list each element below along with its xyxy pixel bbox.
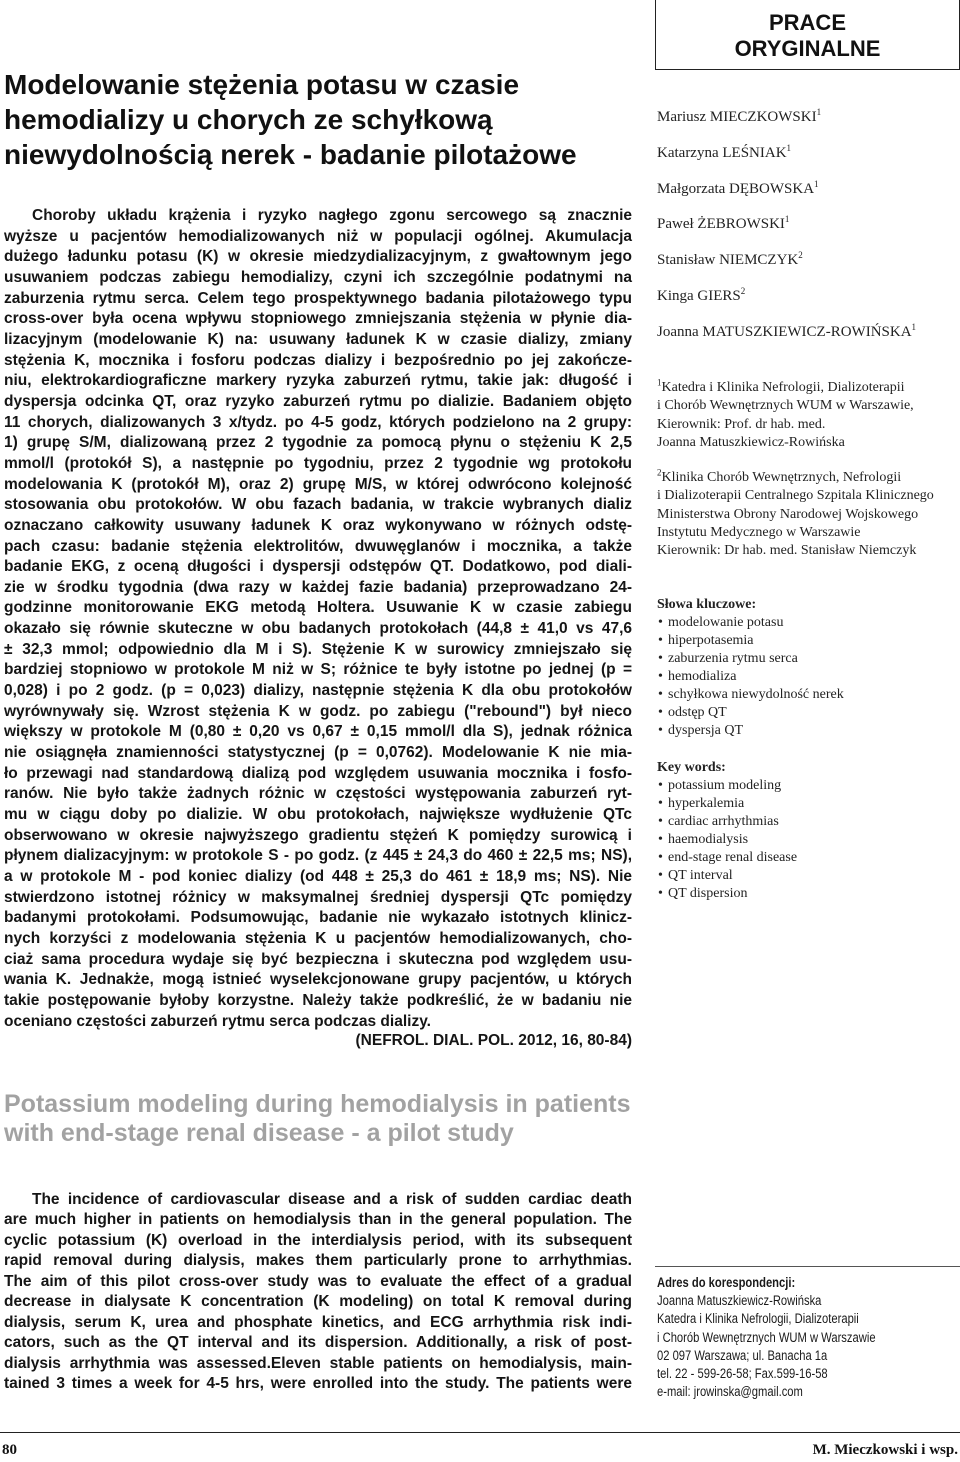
journal-citation: (NEFROL. DIAL. POL. 2012, 16, 80-84): [355, 1032, 632, 1050]
title-en-line: Potassium modeling during hemodialysis in patients: [4, 1090, 631, 1118]
article-title-en: [4, 1090, 644, 1148]
correspondence-line: Joanna Matuszkiewicz-Rowińska: [657, 1293, 822, 1309]
author-name: Mariusz MIECZKOWSKI: [657, 109, 817, 125]
abstract-en-line: rapid removal during dialysis, makes them particularly prone to arrhythmias.: [4, 1252, 632, 1270]
keyword-item: • schyłkowa niewydolność nerek: [657, 686, 957, 704]
keyword-item: • hiperpotasemia: [657, 632, 957, 650]
title-en-line: with end-stage renal disease - a pilot study: [4, 1119, 514, 1147]
keywords-en: [657, 759, 957, 903]
keyword-item: • dyspersja QT: [657, 722, 957, 740]
abstract-pl-line: stosowania obu protokołów. W obu fazach badania, w trakcie wybranych dializ: [4, 496, 632, 514]
keyword-item: • haemodialysis: [657, 831, 957, 849]
abstract-pl-line: mu w ciągu doby po dializie. W obu protokołach, największe wydłużenie QTc: [4, 806, 632, 824]
title-pl-line: niewydolnością nerek - badanie pilotażowe: [4, 139, 577, 170]
keywords-heading: Key words:: [657, 760, 726, 775]
title-pl-line: hemodializy u chorych ze schyłkową: [4, 104, 493, 135]
abstract-en-line: cyclic potassium (K) overload in the interdialysis period, with its subsequent: [4, 1231, 632, 1249]
keyword-item: • QT interval: [657, 867, 957, 885]
author: [657, 279, 957, 315]
abstract-en-line: decrease in dialysate K concentration (K modeling) on total K removal during: [4, 1293, 632, 1311]
abstract-pl-line: obserwowano w okresie najwyższego gradientu stężeń K pomiędzy surowicą i: [4, 826, 632, 844]
abstract-pl-line: ło przewagi nad standardową dializą pod względem usuwania mocznika i fosfo-: [4, 764, 632, 782]
correspondence-line: i Chorób Wewnętrznych WUM w Warszawie: [657, 1329, 876, 1345]
author-list: [657, 100, 957, 351]
footer-divider: [0, 1432, 960, 1433]
abstract-pl-line: ciaż sama procedura wydaje się być bezpieczna i skuteczna pod względem usu-: [4, 950, 632, 968]
keyword-item: • QT dispersion: [657, 885, 957, 903]
affiliation-line: [657, 524, 957, 542]
affiliation-line: [657, 434, 957, 452]
abstract-pl-line: usuwaniem podczas zabiegu hemodializy, czyni ich szczególnie podatnymi na: [4, 268, 632, 286]
correspondence-line: Katedra i Klinika Nefrologii, Dializoterapii: [657, 1311, 859, 1327]
abstract-pl-line: niu, elektrokardiograficzne markery ryzyka zaburzeń rytmu, takie jak: długość i: [4, 372, 632, 390]
author-name: Kinga GIERS: [657, 287, 741, 304]
section-label-line: ORYGINALNE: [734, 36, 881, 61]
correspondence-heading: Adres do korespondencji:: [657, 1275, 796, 1290]
abstract-pl-line: zie w środku tygodnia (dwa razy w każdej fazie badania) przeprowadzano 24-: [4, 578, 632, 596]
abstract-en-line: are much higher in patients on hemodialysis than in the general population. The: [4, 1211, 632, 1229]
abstract-pl-line: wyrównywały się. Wzrost stężenia K w godz. po zabiegu ("rebound") był nieco: [4, 702, 632, 720]
affiliation-2: [657, 469, 957, 560]
author-affiliation-mark: 1: [784, 214, 790, 225]
page-number: 80: [2, 1442, 17, 1458]
affiliation-1: [657, 379, 957, 452]
abstract-pl-line: 1) grupę S/M, dializowaną przez 2 tygodnie za pomocą płynu o stężeniu K 2,5: [4, 434, 632, 452]
affiliation-text: Ministerstwa Obrony Narodowej Wojskowego: [657, 506, 919, 522]
author-affiliation-mark: 1: [786, 142, 792, 153]
author-name: Małgorzata DĘBOWSKA: [657, 180, 815, 197]
author-affiliation-mark: 1: [814, 178, 819, 189]
abstract-pl-line: mmol/l (protokół S), a następnie po tygodniu, przez 2 tygodnie wg protokołu: [4, 454, 632, 472]
abstract-pl-line: wyższe u pacjentów hemodializowanych niż w populacji ogólnej. Akumulacja: [4, 227, 632, 245]
keyword-item: • potassium modeling: [657, 777, 957, 795]
affiliation-text: i Dializoterapii Centralnego Szpitala Klinicznego: [657, 488, 934, 504]
keywords-heading: Słowa kluczowe:: [657, 597, 757, 612]
affiliation-text: Joanna Matuszkiewicz-Rowińska: [657, 434, 845, 450]
abstract-pl-line: lizacyjnym (modelowanie K) na: usuwany ładunek K w czasie dializy, zmiany: [4, 330, 632, 348]
affiliation-text: Kierownik: Prof. dr hab. med.: [657, 416, 826, 432]
abstract-pl-line: stężenia K, mocznika i fosforu podczas dializy i bezpośrednio po jej zakończe-: [4, 351, 632, 369]
author: [657, 243, 957, 279]
affiliation-number: 2: [657, 467, 662, 478]
abstract-pl-line: dyspersja odcinka QT, oraz ryzyko zaburzeń rytmu po dializie. Badaniem objęto: [4, 392, 632, 410]
abstract-pl-line: większy w protokole M (0,80 ± 0,20 vs 0,67 ± 0,15 mmol/l dla S), jednak różnica: [4, 723, 632, 741]
abstract-pl-line: zaburzenia rytmu serca. Celem tego prospektywnego badania pilotażowego typu: [4, 289, 632, 307]
abstract-pl-line: płynem dializacyjnym: w protokole S - po godz. (z 445 ± 24,3 do 460 ± 22,5 ms; NS),: [4, 847, 632, 865]
author: [657, 207, 957, 243]
keyword-item: • end-stage renal disease: [657, 849, 957, 867]
abstract-en: [4, 1190, 632, 1395]
author-affiliation-mark: 2: [798, 250, 803, 261]
affiliation-line: [657, 506, 957, 524]
author-affiliation-mark: 1: [911, 321, 917, 332]
keywords-pl: [657, 596, 957, 740]
author-name: Katarzyna LEŚNIAK: [657, 144, 787, 161]
keyword-item: • cardiac arrhythmias: [657, 813, 957, 831]
keyword-item: • hemodializa: [657, 668, 957, 686]
abstract-pl-line: nych korzyści z modelowania stężenia K u pacjentów hemodializowanych, cho-: [4, 929, 632, 947]
abstract-pl-line: oznaczano całkowity usuwany ładunek K oraz wykonywano w różnych odstę-: [4, 516, 632, 534]
abstract-pl-line: badanie EKG, z oceną długości i dyspersji odstępów QT. Dodatkowo, pod diali-: [4, 558, 632, 576]
correspondence-line: tel. 22 - 599-26-58; Fax.599-16-58: [657, 1366, 828, 1382]
abstract-pl-line: nie osiągnęła znamienności statystycznej (p = 0,0762). Modelowanie K nie mia-: [4, 744, 632, 762]
affiliation-line: [657, 379, 957, 397]
abstract-pl-line: okazało się równie skuteczne w obu badanych protokołach (44,8 ± 41,0 vs 47,6: [4, 620, 632, 638]
abstract-pl-line: 0,028) i po 2 godz. (p = 0,023) dializy, następnie stężenia K dla obu protokołów: [4, 682, 632, 700]
abstract-pl-line: a w protokole M - pod koniec dializy (od 448 ± 25,3 do 461 ± 18,9 ms; NS). Nie: [4, 868, 632, 885]
title-pl-line: Modelowanie stężenia potasu w czasie: [4, 69, 520, 100]
section-label-box: [655, 0, 960, 70]
abstract-pl-line: dużego ładunku potasu (K) w okresie miedzydializacyjnym, z gwałtownym jego: [4, 248, 632, 266]
correspondence-line: 02 097 Warszawa; ul. Banacha 1a: [657, 1347, 828, 1363]
abstract-pl-line: ± 32,3 mmol; odpowiednio dla M i S). Stężenie K w surowicy zmniejszało się: [4, 640, 632, 658]
abstract-en-line: The aim of this pilot cross-over study was to evaluate the effect of a gradual: [4, 1272, 632, 1290]
author: [657, 136, 957, 172]
abstract-pl-line: modelowania K (protokół M), oraz 2) grupę M/S, w której odwrócono kolejność: [4, 475, 632, 493]
author-affiliation-mark: 1: [816, 107, 822, 117]
abstract-pl-line: badanymi protokołami. Podsumowując, badanie nie wykazało istotnych klinicz-: [4, 909, 632, 927]
abstract-pl-line: bardziej stopniowo w protokole M niż w S; różnice te były istotne po jednej (p =: [4, 661, 632, 679]
abstract-en-line: The incidence of cardiovascular disease and a risk of sudden cardiac death: [32, 1191, 632, 1208]
keyword-item: • zaburzenia rytmu serca: [657, 650, 957, 668]
affiliation-text: Katedra i Klinika Nefrologii, Dializoterapii: [661, 380, 905, 395]
running-head: M. Mieczkowski i wsp.: [812, 1442, 958, 1458]
section-label-line: PRACE: [768, 10, 846, 35]
affiliation-line: [657, 542, 957, 560]
abstract-pl-line: wania K. Jednakże, mogą istnieć wyselekcjonowane grupy pacjentów, u których: [4, 971, 632, 989]
abstract-pl-line: stwierdzono istotnej różnicy w maksymalnej średniej dyspersji QTc pomiędzy: [4, 888, 632, 906]
abstract-pl-line: ranów. Nie było także żadnych różnic w częstości występowania zaburzeń ryt-: [4, 785, 632, 803]
affiliation-number: 1: [657, 377, 662, 388]
affiliation-line: [657, 487, 957, 505]
abstract-en-line: cators, such as the QT interval and its dispersion. Additionally, a risk of post-: [4, 1334, 632, 1352]
abstract-pl-line: 11 chorych, dializowanych 3 x/tydz. po 4-5 godz, których podzielono na 2 grupy:: [4, 413, 632, 431]
affiliation-line: [657, 397, 957, 415]
abstract-pl-line: Choroby układu krążenia i ryzyko nagłego zgonu sercowego są znacznie: [32, 207, 632, 224]
author: [657, 172, 957, 208]
abstract-pl: [4, 206, 632, 1052]
abstract-pl-line: godzinne monitorowanie EKG metodą Holtera. Usuwanie K w czasie zabiegu: [4, 599, 632, 617]
abstract-pl-line: cross-over była ocena wpływu stopniowego zmniejszania stężenia w płynie dia-: [4, 310, 632, 328]
abstract-pl-line: pach czasu: badanie stężenia elektrolitów, dwuwęglanów i mocznika, a także: [4, 537, 632, 555]
author-name: Joanna MATUSZKIEWICZ-ROWIŃSKA: [657, 323, 912, 340]
correspondence-divider: [655, 1266, 960, 1267]
affiliation-line: [657, 469, 957, 487]
affiliation-text: Kierownik: Dr hab. med. Stanisław Niemczyk: [657, 543, 917, 559]
correspondence-address: [657, 1274, 939, 1401]
affiliation-text: i Chorób Wewnętrznych WUM w Warszawie,: [657, 398, 914, 414]
abstract-pl-line: takie postępowanie byłoby korzystne. Należy także podkreślić, że w badaniu nie: [4, 991, 632, 1009]
abstract-en-line: dialysis, serum K, urea and phosphate kinetics, and ECG arrhythmia risk indi-: [4, 1313, 632, 1331]
author: [657, 100, 957, 136]
author: [657, 315, 957, 351]
keyword-item: • hyperkalemia: [657, 795, 957, 813]
abstract-en-line: dialysis arrhythmia was assessed.Eleven stable patients on hemodialysis, main-: [4, 1354, 632, 1372]
abstract-pl-line: oceniano częstości zaburzeń rytmu serca podczas dializy.: [4, 1012, 431, 1030]
author-name: Stanisław NIEMCZYK: [657, 252, 799, 269]
keyword-item: • modelowanie potasu: [657, 614, 957, 632]
article-title-pl: [4, 67, 634, 172]
author-name: Paweł ŻEBROWSKI: [657, 216, 785, 233]
affiliation-text: Klinika Chorób Wewnętrznych, Nefrologii: [661, 470, 902, 485]
author-affiliation-mark: 2: [740, 285, 746, 296]
correspondence-line: e-mail: jrowinska@gmail.com: [657, 1384, 803, 1400]
affiliation-text: Instytutu Medycznego w Warszawie: [657, 524, 861, 540]
affiliation-line: [657, 416, 957, 434]
abstract-en-line: tained 3 times a week for 4-5 hrs, were enrolled into the study. The patients were: [4, 1375, 632, 1393]
keyword-item: • odstęp QT: [657, 704, 957, 722]
